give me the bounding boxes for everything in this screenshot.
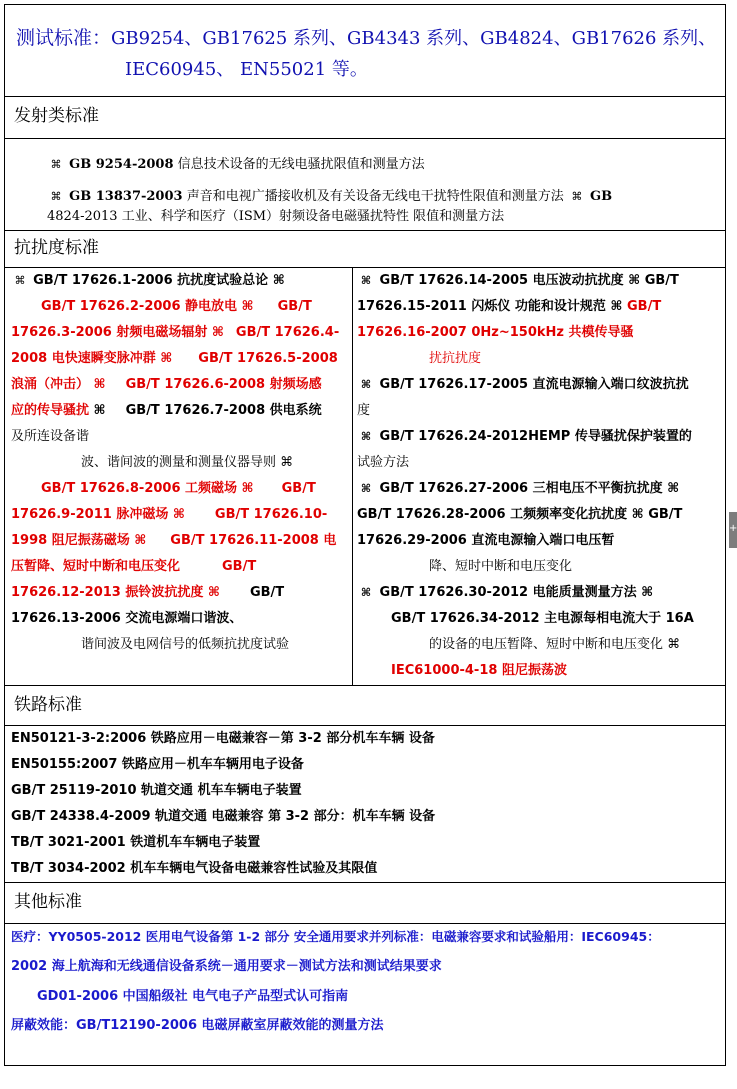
other-heading: 其他标准 (14, 892, 82, 912)
other-item: 屏蔽效能：GB/T12190-2006 电磁屏蔽室屏蔽效能的测量方法 (11, 1018, 384, 1033)
immunity-right-line: ⌘ GB/T 17626.30-2012 电能质量测量方法 ⌘ (360, 585, 654, 600)
divider (5, 882, 725, 883)
railway-heading: 铁路标准 (14, 695, 82, 715)
standards-table (4, 4, 726, 1066)
railway-item: EN50121-3-2:2006 铁路应用－电磁兼容－第 3-2 部分机车车辆 设备 (11, 731, 435, 746)
emission-item: ⌘ GB 13837-2003 声音和电视广播接收机及有关设备无线电干扰特性限值和测量方法 ⌘ GB (47, 185, 612, 209)
immunity-left-line: 17626.9-2011 脉冲磁场 ⌘ GB/T 17626.10- (11, 507, 328, 522)
command-icon: ⌘ (50, 190, 62, 203)
immunity-heading: 抗扰度标准 (14, 238, 99, 258)
immunity-left-line: 17626.3-2006 射频电磁场辐射 ⌘ GB/T 17626.4- (11, 325, 340, 340)
immunity-right-line: 扰抗扰度 (429, 351, 482, 366)
immunity-right-line: 17626.16-2007 0Hz~150kHz 共模传导骚 (357, 325, 634, 340)
emission-heading: 发射类标准 (14, 106, 99, 126)
immunity-right-line: GB/T 17626.28-2006 工频频率变化抗扰度 ⌘ GB/T (357, 507, 683, 522)
immunity-left-line: 压暂降、短时中断和电压变化 GB/T (11, 559, 257, 574)
emission-item: ⌘ GB 9254-2008 信息技术设备的无线电骚扰限值和测量方法 (47, 153, 425, 177)
command-icon: ⌘ (50, 158, 62, 171)
immunity-left-line: 浪涌（冲击） ⌘ GB/T 17626.6-2008 射频场感 (11, 377, 322, 392)
plus-icon: + (729, 523, 737, 534)
immunity-left-line: 谐间波及电网信号的低频抗扰度试验 (81, 637, 290, 652)
immunity-right-line: GB/T 17626.34-2012 主电源每相电流大于 16A (391, 611, 694, 626)
column-divider (352, 267, 353, 685)
title-line-1: GB9254、GB17625 系列、GB4343 系列、GB4824、GB17626 系列、 (111, 28, 717, 49)
immunity-left-line: 2008 电快速瞬变脉冲群 ⌘ GB/T 17626.5-2008 (11, 351, 338, 366)
railway-item: TB/T 3034-2002 机车车辆电气设备电磁兼容性试验及其限值 (11, 861, 378, 876)
immunity-right-line: 度 (357, 403, 371, 418)
immunity-left-line: 波、谐间波的测量和测量仪器导则 ⌘ (81, 455, 294, 470)
title-label: 测试标准： (16, 27, 112, 49)
immunity-left-line: 17626.12-2013 振铃波抗扰度 ⌘ GB/T (11, 585, 285, 600)
immunity-right-line: ⌘ GB/T 17626.24-2012HEMP 传导骚扰保护装置的 (360, 429, 692, 444)
immunity-right-line: ⌘ GB/T 17626.27-2006 三相电压不平衡抗扰度 ⌘ (360, 481, 680, 496)
other-item: 2002 海上航海和无线通信设备系统－通用要求－测试方法和测试结果要求 (11, 959, 442, 974)
title-line-2: IEC60945、 EN55021 等。 (125, 59, 368, 80)
railway-item: GB/T 25119-2010 轨道交通 机车车辆电子装置 (11, 783, 302, 798)
railway-item: GB/T 24338.4-2009 轨道交通 电磁兼容 第 3-2 部分：机车车辆 设备 (11, 809, 436, 824)
emission-item: 4824-2013 工业、科学和医疗（ISM）射频设备电磁骚扰特性 限值和测量方法 (47, 209, 505, 224)
divider (5, 230, 725, 231)
immunity-left-line: 1998 阻尼振荡磁场 ⌘ GB/T 17626.11-2008 电 (11, 533, 337, 548)
other-item: 医疗：YY0505-2012 医用电气设备第 1-2 部分 安全通用要求并列标准：电磁兼容要求和试验船用：IEC60945： (11, 929, 660, 944)
other-item: GD01-2006 中国船级社 电气电子产品型式认可指南 (37, 989, 349, 1004)
immunity-left-line: 应的传导骚扰 ⌘ GB/T 17626.7-2008 供电系统 (11, 403, 322, 418)
immunity-left-line: 及所连设备谐 (11, 429, 90, 444)
immunity-right-line: 降、短时中断和电压变化 (429, 559, 573, 574)
divider (5, 138, 725, 139)
immunity-right-line: 试验方法 (357, 455, 410, 470)
immunity-right-line: IEC61000-4-18 阻尼振荡波 (391, 663, 567, 678)
immunity-right-line: ⌘ GB/T 17626.17-2005 直流电源输入端口纹波抗扰 (360, 377, 689, 392)
immunity-right-line: 17626.29-2006 直流电源输入端口电压暂 (357, 533, 615, 548)
divider (5, 685, 725, 686)
test-standards-title (16, 23, 716, 54)
immunity-left-line: ⌘ GB/T 17626.1-2006 抗扰度试验总论 ⌘ (14, 273, 285, 288)
immunity-left-line: 17626.13-2006 交流电源端口谐波、 (11, 611, 243, 626)
immunity-left-line: GB/T 17626.8-2006 工频磁场 ⌘ GB/T (41, 481, 316, 496)
command-icon: ⌘ (571, 190, 583, 203)
side-scroll-tab[interactable] (729, 512, 737, 548)
railway-item: EN50155:2007 铁路应用－机车车辆用电子设备 (11, 757, 304, 772)
railway-item: TB/T 3021-2001 铁道机车车辆电子装置 (11, 835, 261, 850)
immunity-right-line: 的设备的电压暂降、短时中断和电压变化 ⌘ (429, 637, 681, 652)
immunity-right-line: ⌘ GB/T 17626.14-2005 电压波动抗扰度 ⌘ GB/T (360, 273, 679, 288)
immunity-right-line: 17626.15-2011 闪烁仪 功能和设计规范 ⌘ GB/T (357, 299, 662, 314)
immunity-left-line: GB/T 17626.2-2006 静电放电 ⌘ GB/T (41, 299, 312, 314)
divider (5, 96, 725, 97)
